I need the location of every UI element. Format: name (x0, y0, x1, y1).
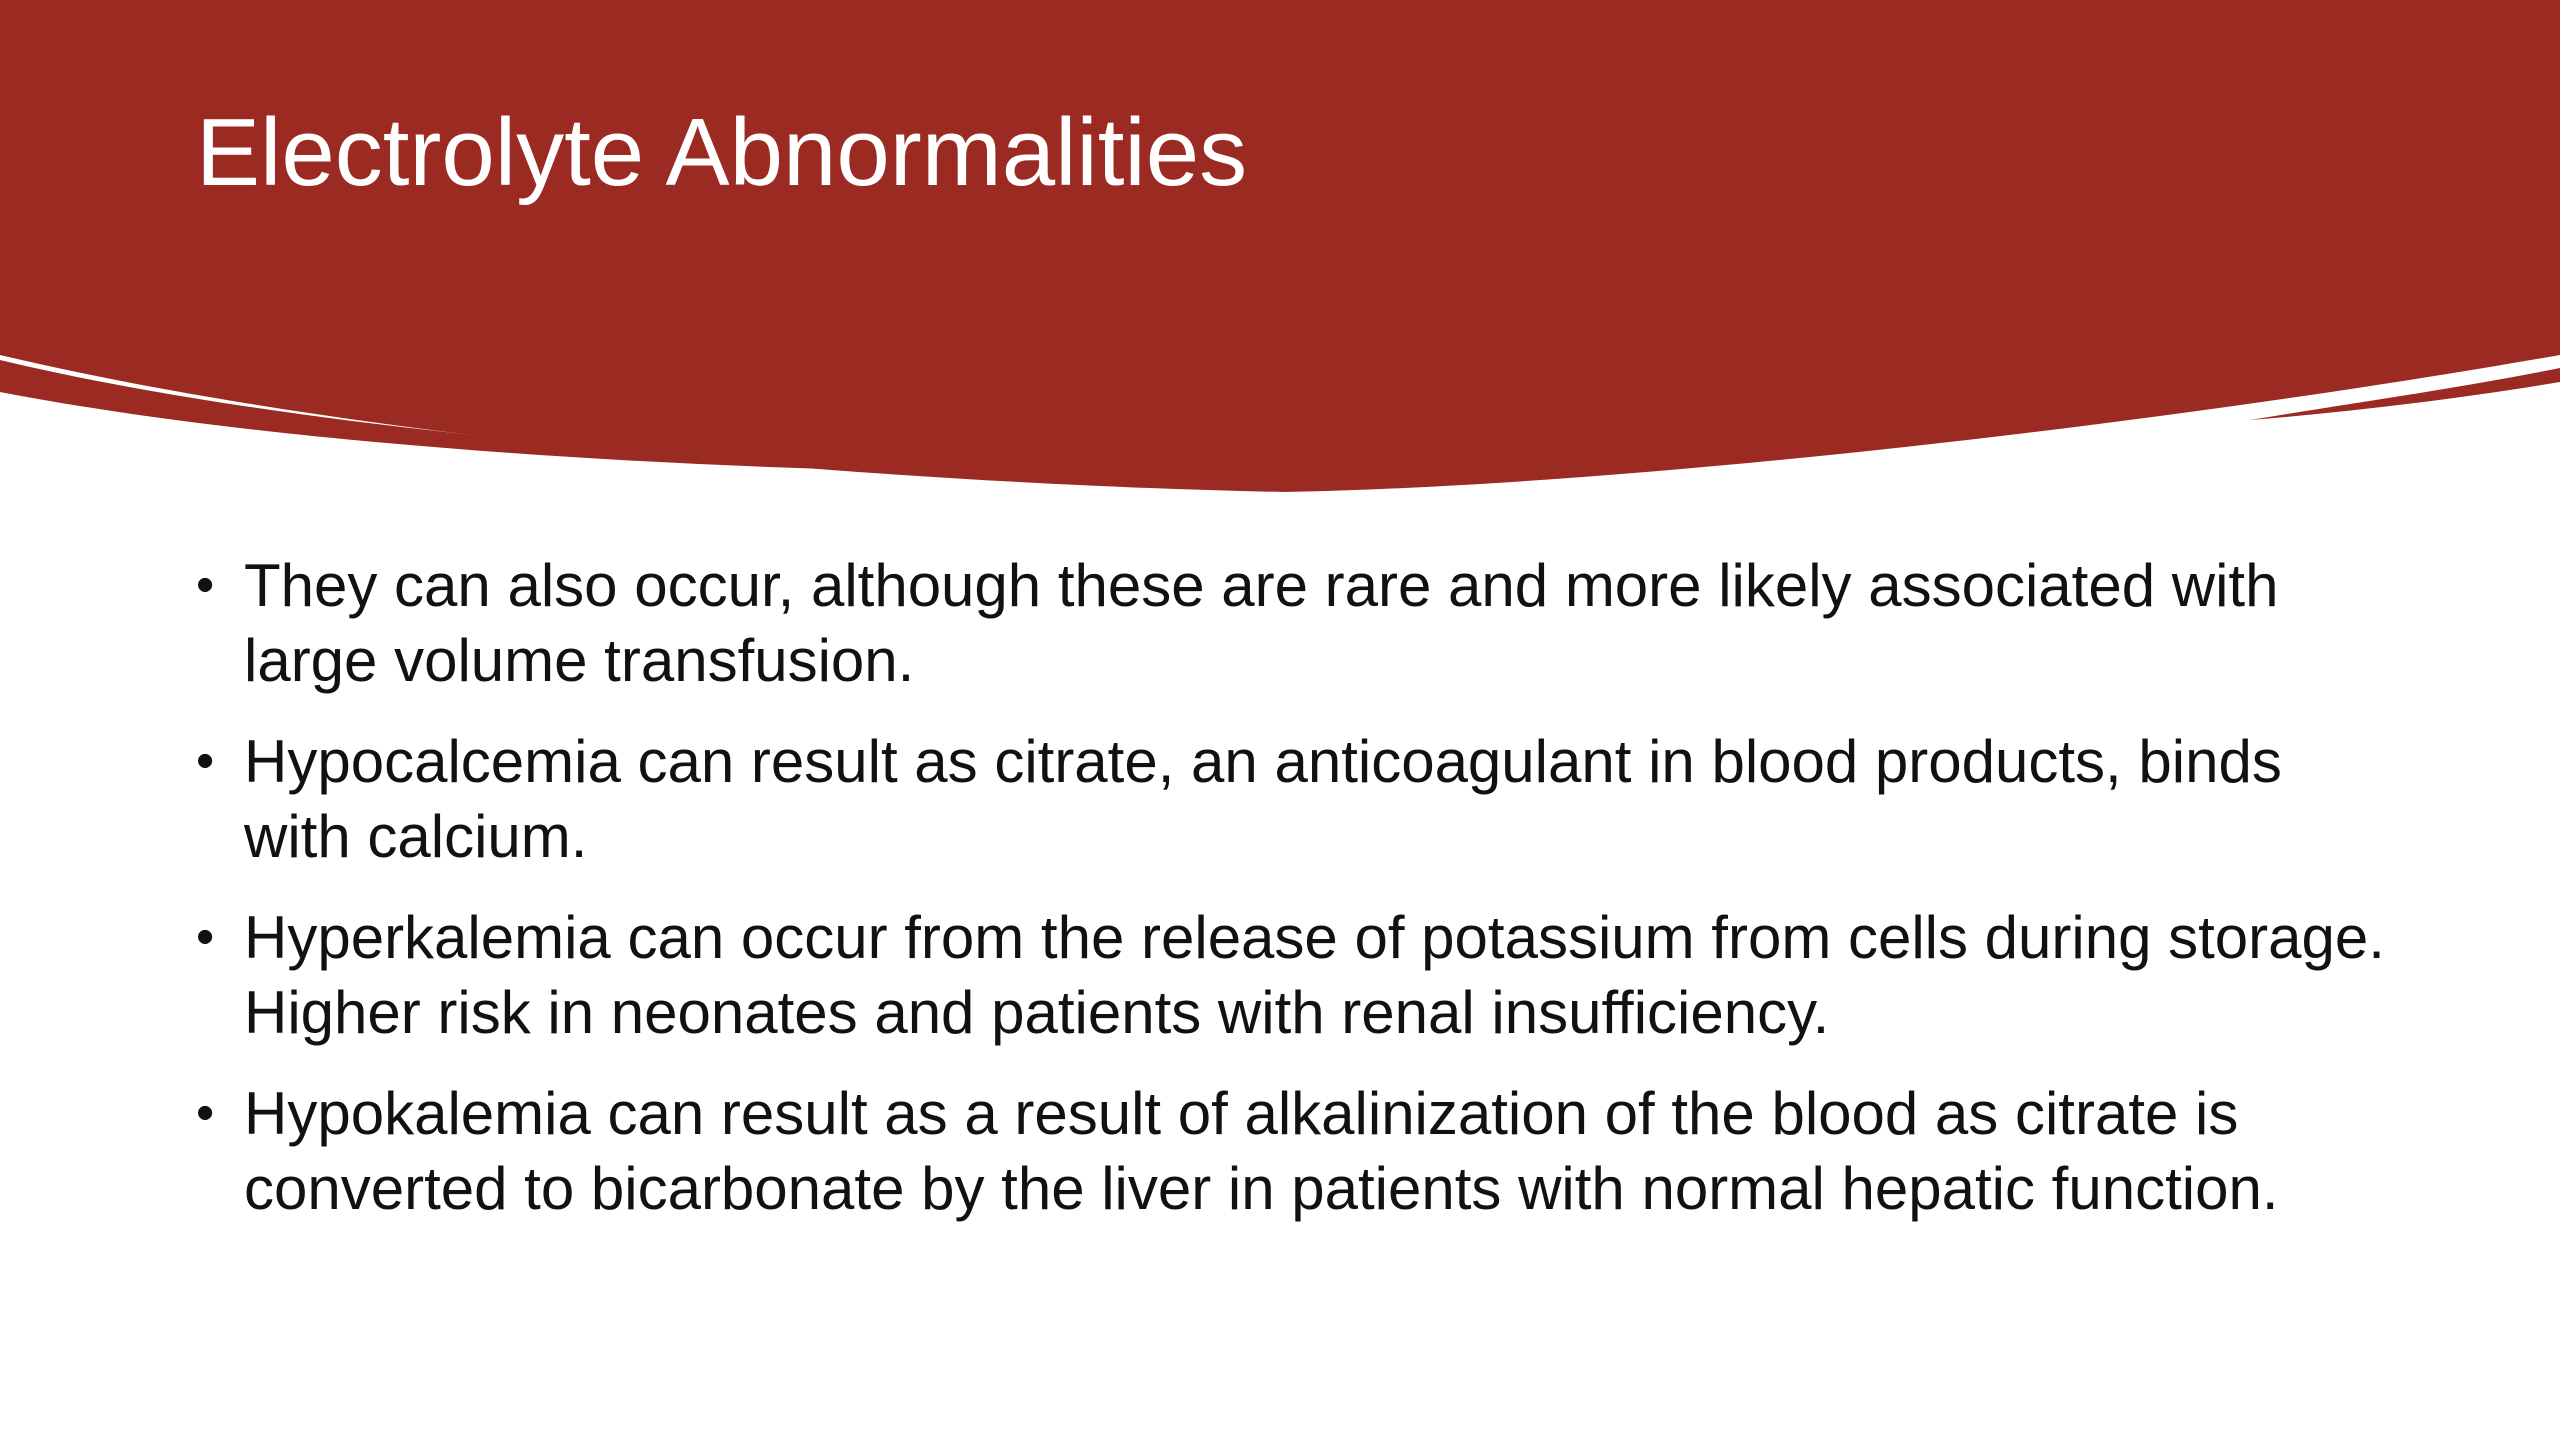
bullet-item (196, 900, 2396, 1050)
bullet-item (196, 1076, 2396, 1226)
bullet-list (196, 548, 2396, 1252)
bullet-marker: • (196, 732, 215, 790)
bullet-marker: • (196, 556, 215, 614)
header-band (0, 0, 2560, 492)
bullet-item (196, 724, 2396, 874)
bullet-text: Hypokalemia can result as a result of alkalinization of the blood as citrate is converted to bicarbonate by the liver in patients with normal hepatic function. (244, 1080, 2279, 1222)
slide-title: Electrolyte Abnormalities (196, 99, 1248, 206)
bullet-text: They can also occur, although these are rare and more likely associated with large volume transfusion. (244, 552, 2279, 694)
bullet-text: Hyperkalemia can occur from the release of potassium from cells during storage. Higher risk in neonates and patients with renal insufficiency. (244, 904, 2385, 1046)
bullet-marker: • (196, 908, 215, 966)
bullet-item (196, 548, 2396, 698)
header-banner (0, 0, 2560, 520)
bullet-text: Hypocalcemia can result as citrate, an anticoagulant in blood products, binds with calcium. (244, 728, 2282, 870)
bullet-marker: • (196, 1084, 215, 1142)
